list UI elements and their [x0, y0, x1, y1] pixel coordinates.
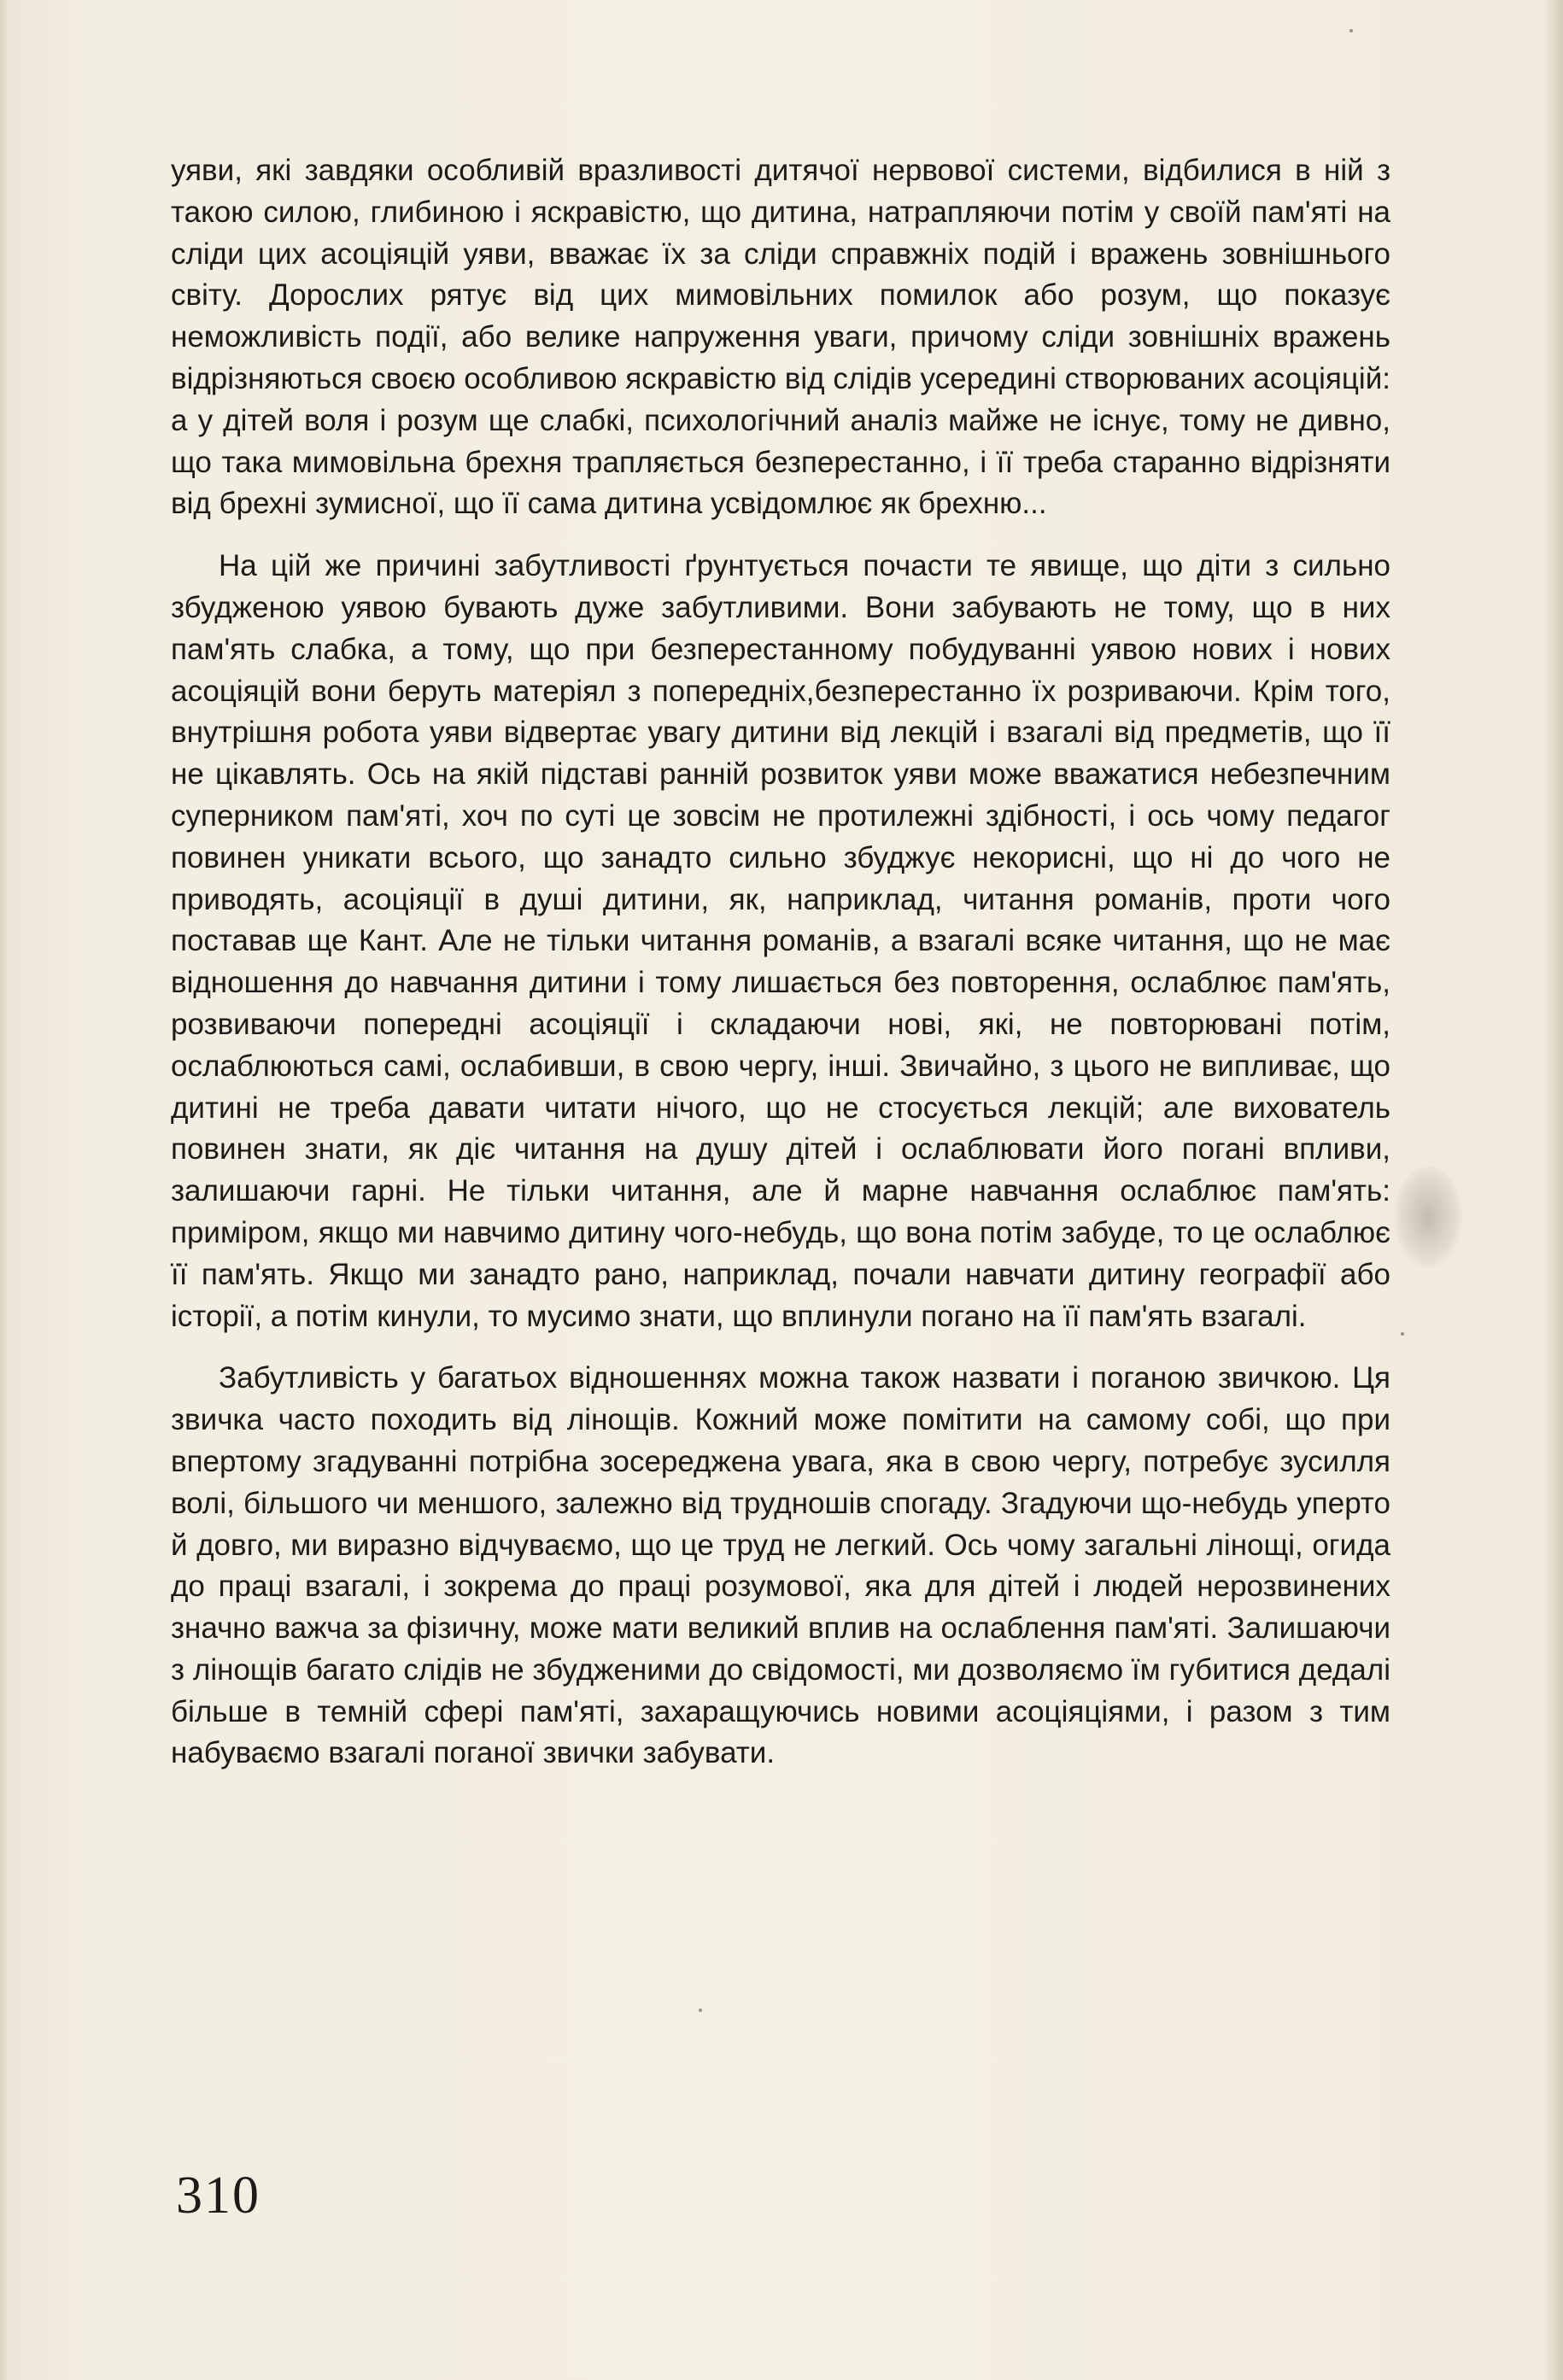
paper-stain: [1394, 1166, 1462, 1268]
page-number: 310: [176, 2167, 260, 2225]
page-edge-shadow-left: [0, 0, 9, 2380]
body-text: [171, 150, 1390, 1795]
paragraph: Забутливість у багатьох відношеннях можна також назвати і поганою звичкою. Ця звичка часто походить від лінощів. Кожний може помітити на самому собі, що при впертому згадуванні потрібна зосереджена увага, яка в свою чергу, потребує зусилля волі, більшого чи меншого, залежно від трудношів спогаду. Згадуючи що-небудь уперто й довго, ми виразно відчуваємо, що це труд не легкий. Ось чому загальні лінощі, огида до праці взагалі, і зокрема до праці розумової, яка для дітей і людей нерозвинених значно важча за фізичну, може мати великий вплив на ослаблення пам'яті. Залишаючи з лінощів багато слідів не збудженими до свідомості, ми дозволяємо їм губитися дедалі більше в темній сфері пам'яті, захаращуючись новими асоціяціями, і разом з тим набуваємо взагалі поганої звички забувати.: [171, 1361, 1390, 1770]
paragraph: На цій же причині забутливості ґрунтується почасти те явище, що діти з сильно збудженою уявою бувають дуже забутливими. Вони забувають не тому, що в них пам'ять слабка, а тому, що при безперестанному побудуванні уявою нових і нових асоціяцій вони беруть матеріял з попередніх,безперестанно їх розриваючи. Крім того, внутрішня робота уяви відвертає увагу дитини від лекцій і взагалі від предметів, що її не цікавлять. Ось на якій підставі ранній розвиток уяви може вважатися небезпечним суперником пам'яті, хоч по суті це зовсім не протилежні здібності, і ось чому педагог повинен уникати всього, що занадто сильно збуджує некорисні, що ні до чого не приводять, асоціяції в душі дитини, як, наприклад, читання романів, проти чого поставав ще Кант. Але не тільки читання романів, а взагалі всяке читання, що не має відношення до навчання дитини і тому лишається без повторення, ослаблює пам'ять, розвиваючи попередні асоціяції і складаючи нові, які, не повторювані потім, ослаблюються самі, ослабивши, в свою чергу, інші. Звичайно, з цього не випливає, що дитині не треба давати читати нічого, що не стосується лекцій; але вихователь повинен знати, як діє читання на душу дітей і ослаблювати його погані впливи, залишаючи гарні. Не тільки читання, але й марне навчання ослаблює пам'ять: приміром, якщо ми навчимо дитину чого-небудь, що вона потім забуде, то це ослаблює її пам'ять. Якщо ми занадто рано, наприклад, почали навчати дитину географії або історії, а потім кинули, то мусимо знати, що вплинули погано на її пам'ять взагалі.: [171, 549, 1390, 1333]
paper-speck: [699, 2009, 702, 2012]
paper-speck: [1349, 29, 1353, 32]
page-edge-shadow-right: [1544, 0, 1563, 2380]
paper-speck: [1401, 1332, 1404, 1336]
paragraph: уяви, які завдяки особливій вразливості дитячої нервової системи, відбилися в ній з такою силою, глибиною і яскравістю, що дитина, натрапляючи потім у своїй пам'яті на сліди цих асоціяцій уяви, вважає їх за сліди справжніх подій і вражень зовнішнього світу. Дорослих рятує від цих мимовільних помилок або розум, що показує неможливість події, або велике напруження уваги, причому сліди зовнішніх вражень відрізняються своєю особливою яскравістю від слідів усередині створюваних асоціяцій: а у дітей воля і розум ще слабкі, психологічний аналіз майже не існує, тому не дивно, що така мимовільна брехня трапляється безперестанно, і її треба старанно відрізняти від брехні зумисної, що її сама дитина усвідомлює як брехню...: [171, 154, 1390, 521]
